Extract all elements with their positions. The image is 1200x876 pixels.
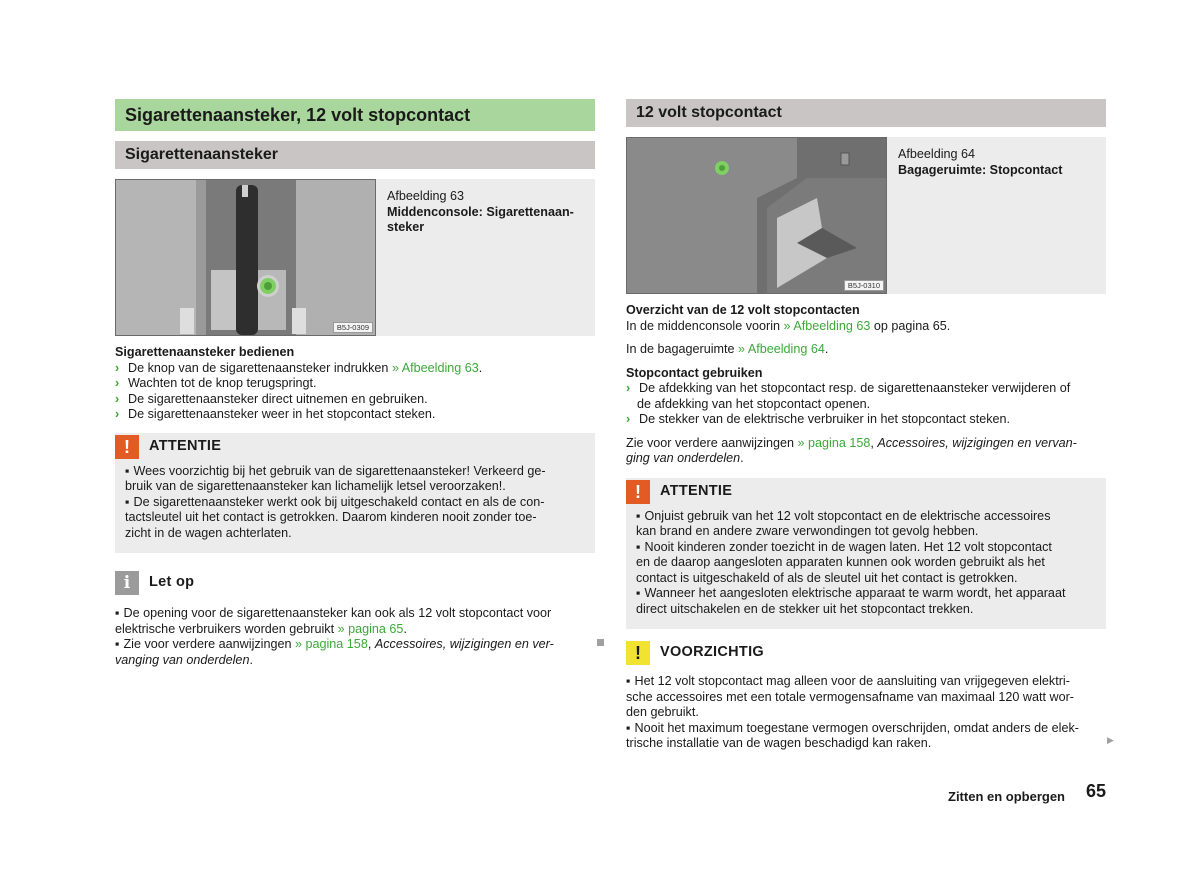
left-column: [115, 99, 595, 668]
chevron-right-icon: ›: [115, 360, 120, 375]
figure-link[interactable]: » Afbeelding 64: [738, 342, 825, 356]
chevron-right-icon: ›: [115, 407, 120, 421]
luggage-socket-illustration: [627, 138, 887, 294]
usage-step: › De sigarettenaansteker direct uitnemen en gebruiken.: [115, 391, 428, 406]
figure-caption: [376, 179, 584, 336]
figure-link[interactable]: » Afbeelding 63: [391, 360, 479, 375]
section-end-marker: [597, 639, 604, 646]
use-heading: Stopcontact gebruiken: [626, 365, 763, 380]
chevron-right-icon: ›: [626, 381, 631, 395]
figure-title: Bagageruimte: Stopcontact: [898, 162, 1063, 177]
figure-title-cont: steker: [387, 220, 425, 234]
overview-heading: Overzicht van de 12 volt stopcontacten: [626, 303, 860, 317]
usage-heading: Sigarettenaansteker bedienen: [115, 345, 295, 359]
exclamation-icon: !: [626, 480, 650, 504]
usage-step: › Wachten tot de knop terugspringt.: [115, 376, 317, 390]
use-step: › De stekker van de elektrische verbruiker in het stopcontact steken.: [626, 412, 1010, 426]
caution-title: VOORZICHTIG: [660, 644, 764, 661]
chevron-right-icon: ›: [115, 391, 120, 406]
overview-line: In de middenconsole voorin » Afbeelding 63 op pagina 65.: [626, 318, 951, 333]
more-info-cont: ging van onderdelen.: [626, 451, 744, 465]
page-number: 65: [1086, 781, 1107, 801]
chevron-right-icon: ›: [115, 376, 120, 390]
caution-header: [626, 639, 1106, 666]
figure-caption: [887, 137, 1072, 294]
luggage-socket-photo: [626, 137, 887, 294]
photo-code: B5J-0310: [844, 280, 884, 291]
page-link[interactable]: » pagina 158: [294, 637, 368, 651]
use-step: › De afdekking van het stopcontact resp. de sigarettenaansteker verwijderen of: [626, 381, 1071, 395]
right-column: [626, 99, 1106, 752]
center-console-photo: [115, 179, 376, 336]
attention-box: [626, 478, 1106, 630]
note-title: Let op: [149, 574, 195, 591]
attention-body: ▪ Onjuist gebruik van het 12 volt stopcontact en de elektrische accessoires kan brand en andere zware verwondingen tot gevolg hebben. ▪ Nooit kinderen zonder toezicht in de wagen laten. Het 12 volt stopcontact en de daarop aangesloten apparaten kunnen ook worden gebruikt als het contact is uitgeschakeld of als de sleutel uit het contact is getrokken. ▪ Wanneer het aangesloten elektrische apparaat te warm wordt, het apparaat direct uitschakelen en de stekker uit het stopcontact trekken.: [626, 509, 1106, 618]
caution-body: ▪ Het 12 volt stopcontact mag alleen voor de aansluiting van vrijgegeven elektri- sche accessoires met een totale vermogensafname van maximaal 120 watt wor- den gebruikt. ▪ Nooit het maximum toegestane vermogen overschrijden, omdat anders de elek- trische installatie van de wagen beschadigd kan raken.: [626, 674, 1106, 752]
note-header: [115, 569, 595, 596]
more-info: Zie voor verdere aanwijzingen » pagina 158, Accessoires, wijzigingen en vervan-: [626, 435, 1077, 450]
attention-title: ATTENTIE: [660, 482, 733, 499]
figure-link[interactable]: » Afbeelding 63: [783, 318, 871, 333]
center-console-illustration: [116, 180, 376, 336]
exclamation-icon: !: [626, 641, 650, 665]
attention-body: ▪ Wees voorzichtig bij het gebruik van de sigarettenaansteker! Verkeerd ge- bruik van de sigarettenaansteker kan lichamelijk letsel veroorzaken!. ▪ De sigarettenaansteker werkt ook bij uitgeschakeld contact en als de con- tactsleutel uit het contact is getrokken. Daarom kinderen nooit zonder toe- zicht in de wagen achterlaten.: [115, 464, 595, 542]
page-link[interactable]: » pagina 158: [797, 435, 871, 450]
info-icon: i: [115, 571, 139, 595]
figure-label: Afbeelding 64: [898, 147, 976, 161]
attention-header: [115, 433, 595, 460]
page-link[interactable]: » pagina 65: [337, 621, 404, 636]
figure-64: [626, 137, 1106, 294]
figure-63: [115, 179, 595, 336]
section-title-socket: 12 volt stopcontact: [626, 99, 1106, 127]
section-title-lighter: Sigarettenaansteker: [115, 141, 595, 169]
attention-title: ATTENTIE: [149, 437, 222, 454]
overview-line: In de bagageruimte » Afbeelding 64.: [626, 342, 829, 356]
chapter-title: Sigarettenaansteker, 12 volt stopcontact: [115, 99, 595, 131]
photo-code: B5J-0309: [333, 322, 373, 333]
continue-arrow-icon: ▶: [1107, 735, 1114, 745]
chevron-right-icon: ›: [626, 412, 631, 426]
exclamation-icon: !: [115, 435, 139, 459]
figure-title: Middenconsole: Sigarettenaan-: [387, 204, 574, 219]
attention-header: [626, 478, 1106, 505]
usage-step: › De sigarettenaansteker weer in het stopcontact steken.: [115, 407, 436, 421]
usage-step: › De knop van de sigarettenaansteker indrukken » Afbeelding 63.: [115, 360, 483, 375]
use-step-cont: de afdekking van het stopcontact openen.: [637, 396, 871, 411]
footer-chapter: Zitten en opbergen: [948, 789, 1065, 804]
attention-box: [115, 433, 595, 554]
figure-label: Afbeelding 63: [387, 189, 465, 203]
note-body: ▪ De opening voor de sigarettenaansteker kan ook als 12 volt stopcontact voor elektrische verbruikers worden gebruikt » pagina 65. ▪ Zie voor verdere aanwijzingen » pagina 158, Accessoires, wijzigingen en ver- vanging van onderdelen.: [115, 606, 595, 668]
